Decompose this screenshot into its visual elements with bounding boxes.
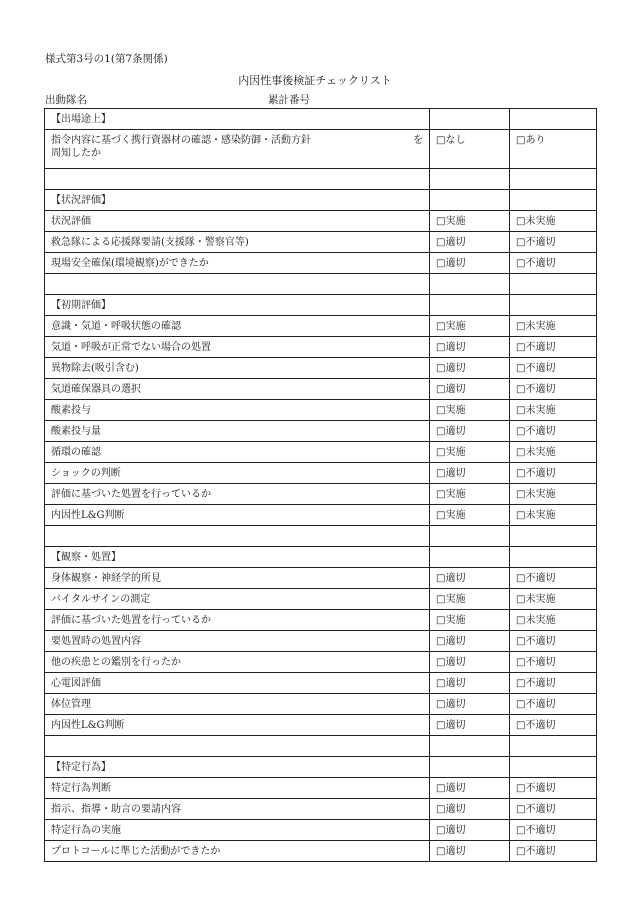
item-label: 心電図評価: [45, 673, 430, 694]
empty-cell: [430, 169, 510, 190]
checkbox-option-a[interactable]: □適切: [430, 463, 510, 484]
empty-cell: [45, 526, 430, 547]
item-label: 異物除去(吸引含む): [45, 358, 430, 379]
checklist-row: [45, 358, 597, 379]
empty-cell: [430, 526, 510, 547]
item-label: ショックの判断: [45, 463, 430, 484]
checklist-row: [45, 694, 597, 715]
item-label: 酸素投与量: [45, 421, 430, 442]
form-number: 様式第3号の1(第7条関係): [45, 53, 168, 65]
checkbox-option-a[interactable]: □適切: [430, 358, 510, 379]
checkbox-option-a[interactable]: □適切: [430, 421, 510, 442]
checkbox-option-b[interactable]: □不適切: [510, 358, 597, 379]
checklist-row: [45, 631, 597, 652]
item-label: 酸素投与: [45, 400, 430, 421]
checkbox-option-b[interactable]: □未実施: [510, 589, 597, 610]
checkbox-option-b[interactable]: □未実施: [510, 316, 597, 337]
checkbox-option-a[interactable]: □適切: [430, 778, 510, 799]
item-label: 気道・呼吸が正常でない場合の処置: [45, 337, 430, 358]
spacer-row: [45, 169, 597, 190]
empty-cell: [45, 274, 430, 295]
checkbox-option-a[interactable]: □適切: [430, 673, 510, 694]
checkbox-option-b[interactable]: □未実施: [510, 610, 597, 631]
item-label: 特定行為の実施: [45, 820, 430, 841]
section-title: 【初期評価】: [45, 295, 430, 316]
checkbox-option-b[interactable]: □不適切: [510, 673, 597, 694]
item-label: 要処置時の処置内容: [45, 631, 430, 652]
checklist-row: [45, 568, 597, 589]
item-label: バイタルサインの測定: [45, 589, 430, 610]
checklist-table: [44, 108, 597, 862]
section-header-row: [45, 547, 597, 568]
checkbox-option-a[interactable]: □適切: [430, 715, 510, 736]
empty-cell: [430, 547, 510, 568]
item-label: 身体観察・神経学的所見: [45, 568, 430, 589]
checkbox-option-b[interactable]: □未実施: [510, 505, 597, 526]
checkbox-option-a[interactable]: □適切: [430, 379, 510, 400]
empty-cell: [510, 169, 597, 190]
checkbox-option-a[interactable]: □実施: [430, 505, 510, 526]
checkbox-option-b[interactable]: □不適切: [510, 820, 597, 841]
checkbox-option-b[interactable]: □未実施: [510, 400, 597, 421]
item-label: 気道確保器具の選択: [45, 379, 430, 400]
item-label: 状況評価: [45, 211, 430, 232]
item-label: 内因性L&G判断: [45, 715, 430, 736]
item-label-line1: 指令内容に基づく携行資器材の確認・感染防御・活動方針: [51, 135, 311, 146]
item-label: 他の疾患との鑑別を行ったか: [45, 652, 430, 673]
empty-cell: [430, 190, 510, 211]
checklist-row: [45, 463, 597, 484]
empty-cell: [430, 757, 510, 778]
item-label: 救急隊による応援隊要請(支援隊・警察官等): [45, 232, 430, 253]
checkbox-option-a[interactable]: □適切: [430, 841, 510, 862]
checkbox-option-a[interactable]: □適切: [430, 568, 510, 589]
item-label: 特定行為判断: [45, 778, 430, 799]
empty-cell: [510, 547, 597, 568]
item-label: 意識・気道・呼吸状態の確認: [45, 316, 430, 337]
checklist-row: [45, 211, 597, 232]
item-label-line2: 周知したか: [51, 148, 101, 159]
empty-cell: [510, 295, 597, 316]
checkbox-option-b[interactable]: □未実施: [510, 484, 597, 505]
checklist-row: [45, 400, 597, 421]
serial-number-label: 累計番号: [268, 94, 310, 106]
document-title: 内因性事後検証チェックリスト: [238, 74, 392, 87]
item-label: 循環の確認: [45, 442, 430, 463]
checkbox-option-a[interactable]: □なし: [430, 130, 510, 169]
checkbox-option-a[interactable]: □適切: [430, 652, 510, 673]
checkbox-option-a[interactable]: □適切: [430, 337, 510, 358]
checklist-row: [45, 232, 597, 253]
empty-cell: [430, 109, 510, 130]
checkbox-option-a[interactable]: □適切: [430, 820, 510, 841]
checkbox-option-b[interactable]: □あり: [510, 130, 597, 169]
checkbox-option-b[interactable]: □不適切: [510, 631, 597, 652]
checkbox-option-a[interactable]: □適切: [430, 253, 510, 274]
section-header-row: [45, 109, 597, 130]
checklist-row: [45, 442, 597, 463]
checklist-row: [45, 799, 597, 820]
checkbox-option-b[interactable]: □不適切: [510, 337, 597, 358]
checkbox-option-b[interactable]: □不適切: [510, 694, 597, 715]
spacer-row: [45, 274, 597, 295]
checklist-row: [45, 652, 597, 673]
empty-cell: [45, 736, 430, 757]
item-label: [45, 130, 430, 169]
checkbox-option-a[interactable]: □実施: [430, 316, 510, 337]
section-header-row: [45, 190, 597, 211]
checkbox-option-a[interactable]: □実施: [430, 589, 510, 610]
item-label-suffix: を: [413, 135, 423, 146]
item-label: 評価に基づいた処置を行っているか: [45, 610, 430, 631]
empty-cell: [430, 274, 510, 295]
checkbox-option-b[interactable]: □不適切: [510, 421, 597, 442]
empty-cell: [510, 736, 597, 757]
item-label: 体位管理: [45, 694, 430, 715]
checklist-row: [45, 778, 597, 799]
checkbox-option-b[interactable]: □不適切: [510, 463, 597, 484]
checkbox-option-a[interactable]: □実施: [430, 442, 510, 463]
empty-cell: [510, 274, 597, 295]
checkbox-option-b[interactable]: □不適切: [510, 379, 597, 400]
section-title: 【観察・処置】: [45, 547, 430, 568]
item-label: プロトコールに準じた活動ができたか: [45, 841, 430, 862]
item-label: 評価に基づいた処置を行っているか: [45, 484, 430, 505]
checkbox-option-b[interactable]: □未実施: [510, 442, 597, 463]
checklist-row: [45, 421, 597, 442]
checklist-row: [45, 589, 597, 610]
checklist-row: [45, 130, 597, 169]
section-header-row: [45, 757, 597, 778]
checkbox-option-a[interactable]: □適切: [430, 694, 510, 715]
checklist-row: [45, 484, 597, 505]
checkbox-option-b[interactable]: □不適切: [510, 253, 597, 274]
empty-cell: [510, 190, 597, 211]
checkbox-option-a[interactable]: □実施: [430, 610, 510, 631]
spacer-row: [45, 526, 597, 547]
unit-name-label: 出動隊名: [45, 94, 87, 106]
checkbox-option-a[interactable]: □実施: [430, 400, 510, 421]
empty-cell: [510, 526, 597, 547]
checklist-row: [45, 316, 597, 337]
checklist-row: [45, 820, 597, 841]
checkbox-option-a[interactable]: □実施: [430, 211, 510, 232]
checklist-row: [45, 379, 597, 400]
empty-cell: [430, 736, 510, 757]
checkbox-option-b[interactable]: □不適切: [510, 652, 597, 673]
checkbox-option-b[interactable]: □不適切: [510, 568, 597, 589]
checklist-row: [45, 337, 597, 358]
spacer-row: [45, 736, 597, 757]
checklist-row: [45, 610, 597, 631]
empty-cell: [510, 757, 597, 778]
section-title: 【特定行為】: [45, 757, 430, 778]
item-label: 指示、指導・助言の要請内容: [45, 799, 430, 820]
checkbox-option-b[interactable]: □不適切: [510, 232, 597, 253]
section-title: 【出場途上】: [45, 109, 430, 130]
checkbox-option-a[interactable]: □実施: [430, 484, 510, 505]
section-header-row: [45, 295, 597, 316]
empty-cell: [510, 109, 597, 130]
checklist-row: [45, 505, 597, 526]
empty-cell: [430, 295, 510, 316]
checkbox-option-b[interactable]: □不適切: [510, 715, 597, 736]
item-label: 現場安全確保(環境観察)ができたか: [45, 253, 430, 274]
checkbox-option-a[interactable]: □適切: [430, 232, 510, 253]
checklist-row: [45, 673, 597, 694]
empty-cell: [45, 169, 430, 190]
checkbox-option-b[interactable]: □不適切: [510, 778, 597, 799]
item-label: 内因性L&G判断: [45, 505, 430, 526]
checkbox-option-b[interactable]: □未実施: [510, 211, 597, 232]
checklist-row: [45, 715, 597, 736]
checkbox-option-b[interactable]: □不適切: [510, 841, 597, 862]
checkbox-option-a[interactable]: □適切: [430, 799, 510, 820]
section-title: 【状況評価】: [45, 190, 430, 211]
checkbox-option-a[interactable]: □適切: [430, 631, 510, 652]
checklist-row: [45, 253, 597, 274]
checklist-row: [45, 841, 597, 862]
checkbox-option-b[interactable]: □不適切: [510, 799, 597, 820]
